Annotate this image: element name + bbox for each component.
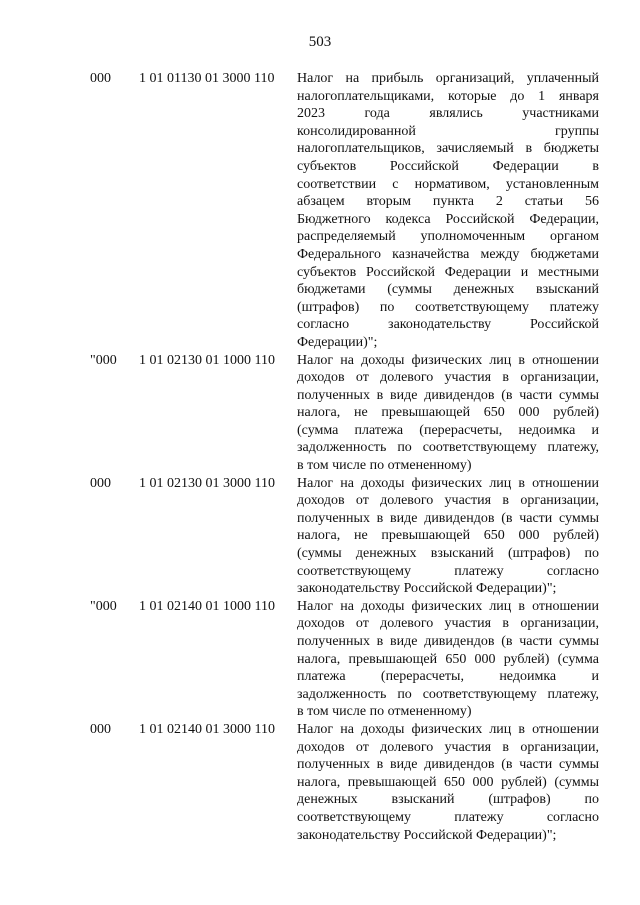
description-line: доходов от долевого участия в организации, (297, 616, 599, 632)
description-line: Бюджетного кодекса Российской Федерации, (297, 211, 599, 227)
description-line: Налог на доходы физических лиц в отношении (297, 598, 599, 614)
description-line: субъектов Российской Федерации и местными (297, 264, 599, 280)
description-line: соответствующему платежу согласно (297, 563, 599, 579)
description-line: субъектов Российской Федерации в (297, 158, 599, 174)
description-line: налога, не превышающей 650 000 рублей) (297, 405, 599, 421)
description-line: полученных в виде дивидендов (в части суммы (297, 387, 599, 403)
description-line: 2023 года являлись участниками (297, 106, 599, 122)
description-line: налога, превышающей 650 000 рублей) (суммы (297, 774, 599, 790)
description-line: соответствующему платежу согласно (297, 809, 599, 825)
page-number: 503 (308, 34, 332, 50)
description-line: согласно законодательству Российской (297, 317, 599, 333)
budget-classification-code: 1 01 02140 01 1000 110 (139, 598, 275, 614)
description-line: законодательству Российской Федерации)"; (297, 827, 557, 843)
description-line: консолидированной группы (297, 123, 599, 139)
admin-code: "000 (90, 598, 117, 614)
budget-classification-code: 1 01 02140 01 3000 110 (139, 721, 275, 737)
description-line: полученных в виде дивидендов (в части суммы (297, 757, 599, 773)
description-line: Федерального казначейства между бюджетами (297, 246, 599, 262)
description-line: доходов от долевого участия в организации, (297, 739, 599, 755)
description-line: задолженность по соответствующему платежу, (297, 686, 599, 702)
budget-classification-code: 1 01 01130 01 3000 110 (139, 71, 275, 86)
description-line: полученных в виде дивидендов (в части суммы (297, 634, 599, 649)
description-line: Налог на доходы физических лиц в отношении (297, 352, 599, 368)
budget-classification-code: 1 01 02130 01 1000 110 (139, 352, 275, 368)
description-line: Налог на прибыль организаций, уплаченный (297, 71, 599, 86)
income-description (297, 352, 599, 475)
table-row (0, 721, 640, 844)
description-line: в том числе по отмененному) (297, 458, 472, 474)
income-description (297, 721, 599, 844)
description-line: бюджетами (суммы денежных взысканий (297, 282, 599, 298)
table-row (0, 352, 640, 475)
admin-code: 000 (90, 71, 111, 86)
description-line: налога, превышающей 650 000 рублей) (сумма (297, 651, 599, 667)
description-line: платежа (перерасчеты, недоимка и (297, 669, 599, 685)
description-line: в том числе по отмененному) (297, 704, 472, 720)
description-line: распределяемый уполномоченным органом (297, 229, 599, 245)
description-line: доходов от долевого участия в организации, (297, 493, 599, 509)
description-line: доходов от долевого участия в организации, (297, 370, 599, 386)
table-row (0, 475, 640, 598)
description-line: налогоплательщиками, которые до 1 января (297, 88, 599, 104)
description-line: Налог на доходы физических лиц в отношении (297, 721, 599, 737)
description-line: (сумма платежа (перерасчеты, недоимка и (297, 422, 599, 438)
budget-classification-code: 1 01 02130 01 3000 110 (139, 475, 275, 491)
description-line: налога, не превышающей 650 000 рублей) (297, 528, 599, 544)
description-line: полученных в виде дивидендов (в части суммы (297, 510, 599, 526)
description-line: налогоплательщиков, зачисляемый в бюджеты (297, 141, 599, 157)
description-line: соответствии с нормативом, установленным (297, 176, 599, 192)
description-line: Федерации)"; (297, 334, 378, 350)
description-line: Налог на доходы физических лиц в отношении (297, 475, 599, 491)
table-row (0, 598, 640, 721)
income-description (297, 475, 599, 598)
admin-code: 000 (90, 721, 111, 737)
description-line: (штрафов) по соответствующему платежу (297, 299, 599, 315)
description-line: (суммы денежных взысканий (штрафов) по (297, 546, 599, 562)
admin-code: "000 (90, 352, 117, 368)
table-row (0, 70, 640, 352)
classification-table (0, 70, 640, 844)
description-line: законодательству Российской Федерации)"; (297, 581, 557, 597)
description-line: денежных взысканий (штрафов) по (297, 792, 599, 808)
income-description (297, 70, 599, 352)
description-line: задолженность по соответствующему платежу, (297, 440, 599, 456)
description-line: абзацем вторым пункта 2 статьи 56 (297, 194, 599, 210)
admin-code: 000 (90, 475, 111, 491)
income-description (297, 598, 599, 721)
